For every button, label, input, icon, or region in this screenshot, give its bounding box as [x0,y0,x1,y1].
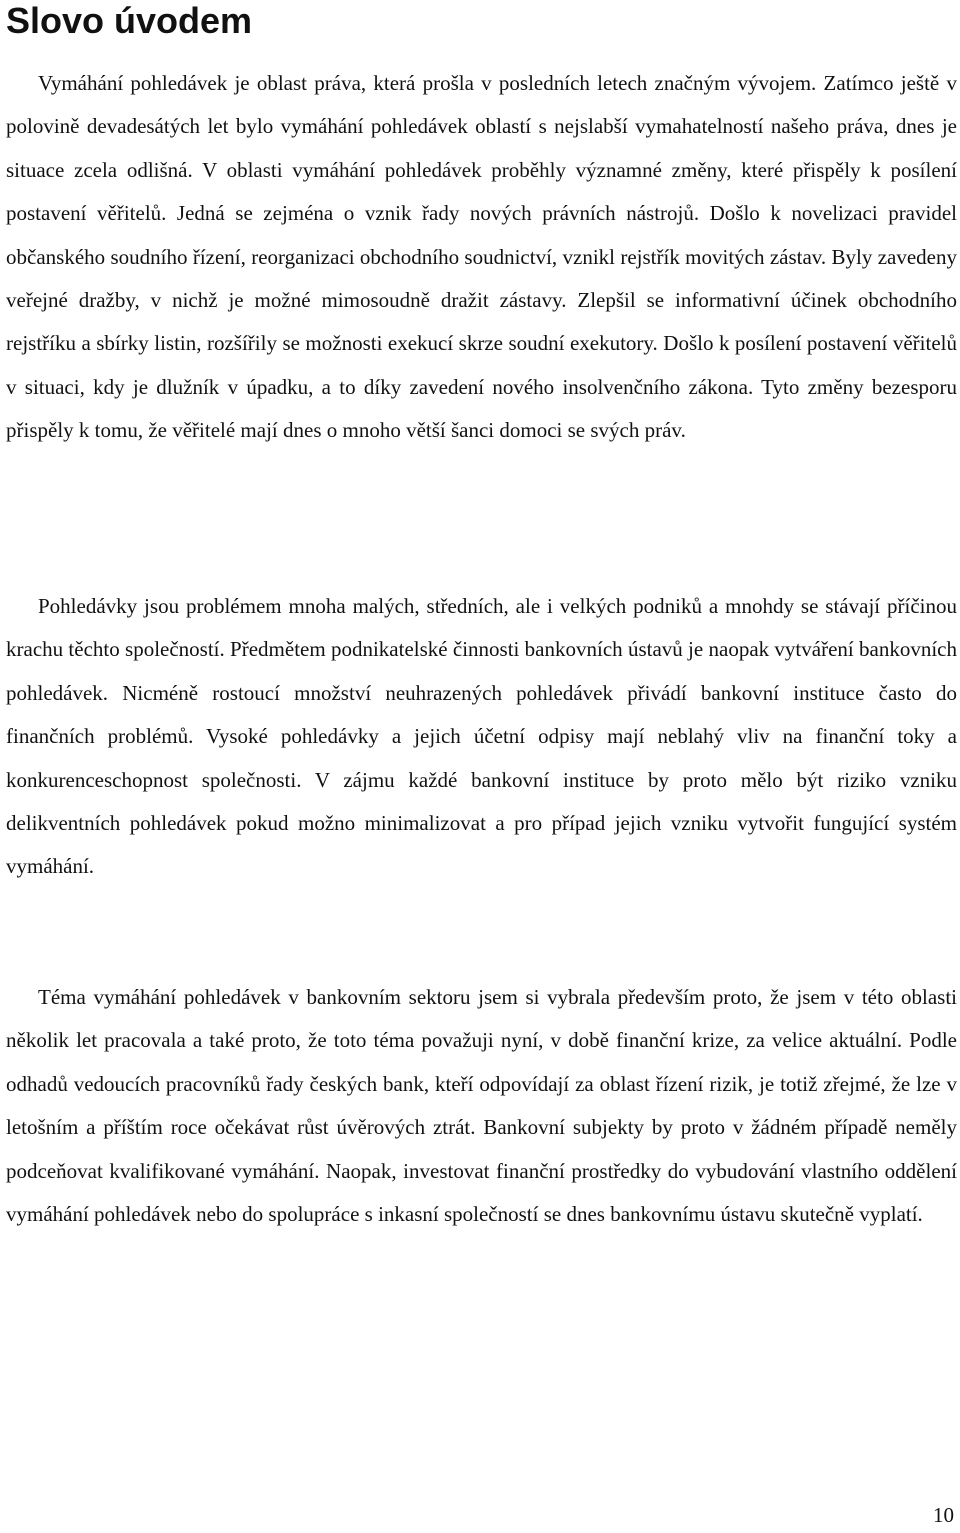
page-title: Slovo úvodem [6,0,253,41]
paragraph-intro: Vymáhání pohledávek je oblast práva, která prošla v posledních letech značným vývojem. Zatímco ještě v polovině devadesátých let bylo vymáhání pohledávek oblastí s nejslabší vymahatelností našeho práva, dnes je situace zcela odlišná. V oblasti vymáhání pohledávek proběhly významné změny, které přispěly k posílení postavení věřitelů. Jedná se zejména o vznik řady nových právních nástrojů. Došlo k novelizaci pravidel občanského soudního řízení, reorganizaci obchodního soudnictví, vznikl rejstřík movitých zástav. Byly zavedeny veřejné dražby, v nichž je možné mimosoudně dražit zástavy. Zlepšil se informativní účinek obchodního rejstříku a sbírky listin, rozšířily se možnosti exekucí skrze soudní exekutory. Došlo k posílení postavení věřitelů v situaci, kdy je dlužník v úpadku, a to díky zavedení nového insolvenčního zákona. Tyto změny bezesporu přispěly k tomu, že věřitelé mají dnes o mnoho větší šanci domoci se svých práv. [6,71,957,443]
paragraph-receivables: Pohledávky jsou problémem mnoha malých, středních, ale i velkých podniků a mnohdy se stávají příčinou krachu těchto společností. Předmětem podnikatelské činnosti bankovních ústavů je naopak vytváření bankovních pohledávek. Nicméně rostoucí množství neuhrazených pohledávek přivádí bankovní instituce často do finančních problémů. Vysoké pohledávky a jejich účetní odpisy mají neblahý vliv na finanční toky a konkurenceschopnost společnosti. V zájmu každé bankovní instituce by proto mělo být riziko vzniku delikventních pohledávek pokud možno minimalizovat a pro případ jejich vzniku vytvořit fungující systém vymáhání. [6,594,957,879]
page-number: 10 [933,1503,954,1527]
paragraph-topic-choice: Téma vymáhání pohledávek v bankovním sektoru jsem si vybrala především proto, že jsem v této oblasti několik let pracovala a také proto, že toto téma považuji nyní, v době finanční krize, za velice aktuální. Podle odhadů vedoucích pracovníků řady českých bank, kteří odpovídají za oblast řízení rizik, je totiž zřejmé, že lze v letošním a příštím roce očekávat růst úvěrových ztrát. Bankovní subjekty by proto v žádném případě neměly podceňovat kvalifikované vymáhání. Naopak, investovat finanční prostředky do vybudování vlastního oddělení vymáhání pohledávek nebo do spolupráce s inkasní společností se dnes bankovnímu ústavu skutečně vyplatí. [6,985,957,1227]
